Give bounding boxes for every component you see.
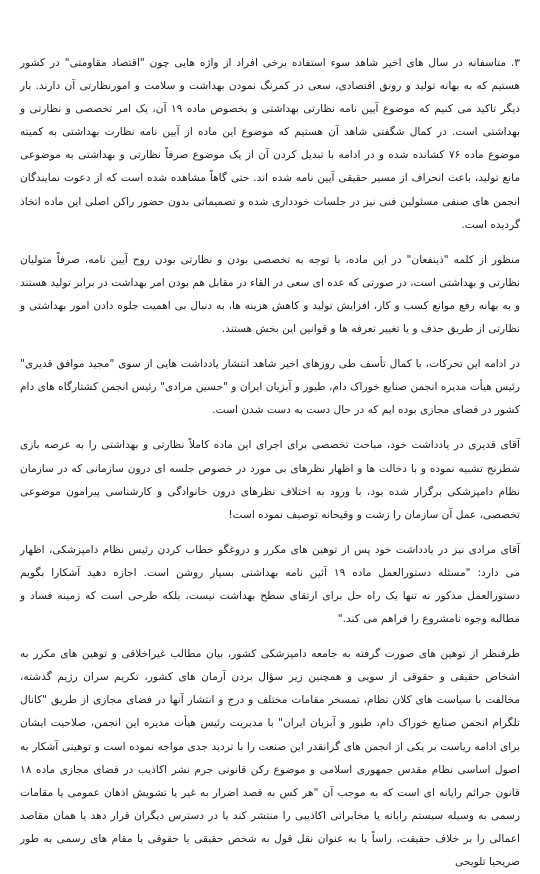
paragraph-insults: طرفنظر از توهین های صورت گرفته به جامعه دامپزشکی کشور، بیان مطالب غیراخلاقی و توهین های مکرر به اشخاص حقیقی و حقوقی از سویی و همچنین زیر سؤال بردن آرمان های کشور، تکریم سران رژیم گذشته، مخالفت با سیاست های کلان نظام، تمسخر مقامات مختلف و درج و انتشار آنها در فضای مجازی از طریق "کانال تلگرام انجمن صنایع خوراک دام، طیور و آبزیان ایران" با مدیریت رئیس هیأت مدیره این انجمن، صلاحیت ایشان برای ادامه ریاست بر یکی از انجمن های گرانقدر این صنعت را با تردید جدی مواجه نموده است و توهینی آشکار به اصول اساسی نظام مقدس جمهوری اسلامی و موضوع رکن قانونی جرم نشر اکاذیب در فضای مجازی ماده ۱۸ قانون جرائم رایانه ای است که به موجب آن "هر کس به قصد اضرار به غیر یا تشویش اذهان عمومی یا مقامات رسمی به وسیله سیستم رایانه یا مخابراتی اکاذیبی را منتشر کند یا در دسترس دیگران قرار دهد یا همان مقاصد اعمالی را بر خلاف حقیقت، راساً یا به عنوان نقل قول به شخص حقیقی یا حقوقی یا مقام های رسمی به طور صریحیا تلویحی (20, 648, 520, 868)
paragraph-item-3: ۳. متاسفانه در سال های اخیر شاهد سوء استفاده برخی افراد از واژه هایی چون "اقتصاد مقاومتی" در کشور هستیم که به بهانه تولید و رونق اقتصادی، سعی در کمرنگ نمودن بهداشت و سلامت و امورنظارتی آن دارند. بار دیگر تاکید می کنیم که موضوع آیین نامه نظارتی بهداشتی و بخصوص ماده ۱۹ آن، یک امر تخصصی و نظارتی و بهداشتی است. در کمال شگفتی شاهد آن هستیم که موضوع این ماده از آیین نامه نظارت بهداشتی به کمیته موضوع ماده ۷۶ کشانده شده و در ادامه با تبدیل کردن آن از یک موضوع صرفاً نظارتی و بهداشتی به موضوعی مانع تولید، باعث انحراف از مسیر حقیقی آیین نامه شده اند. حتی گاهاً مشاهده شده است که از دعوت نمایندگان انجمن های صنفی مسئولین فنی نیز در جلسات خودداری شده و تصمیماتی بدون حضور راکن اصلی این ماده اتخاذ گردیده است. (20, 57, 521, 231)
paragraph-stakeholders: منظور از کلمه "ذینفعان" در این ماده، با توجه به تخصصی بودن و نظارتی بودن روح آیین نامه، صرفاً متولیان نظارتی و بهداشتی است، در صورتی که عده ای سعی در القاء در مقابل هم بودن امر بهداشت در برابر تولید هستند و به بهانه رفع موانع کسب و کار، افزایش تولید و کاهش هزینه ها، به دنبال بی اهمیت جلوه دادن امور بهداشتی و نظارتی از طریق حذف و یا تغییر تعرفه ها و قوانین این بخش هستند. (20, 253, 520, 336)
document-body (20, 52, 520, 874)
paragraph-moradi: آقای مرادی نیز در یادداشت خود پس از توهین های مکرر و دروغگو خطاب کردن رئیس نظام دامپزشکی، اظهار می دارد: "مسئله دستورالعمل ماده ۱۹ آئین نامه بهداشتی بسیار روشن است. اجازه دهید آشکارا بگویم دستورالعمل مذکور نه تنها یک راه حل برای ارتقای سطح بهداشت نیست، بلکه طرحی است که زمینه فساد و مطالبه وجوه نامشروع را فراهم می کند." (20, 543, 520, 626)
paragraph-recent-notes: در ادامه این تحرکات، با کمال تأسف طی روزهای اخیر شاهد انتشار یادداشت هایی از سوی "مجید موافق قدیری" رئیس هیأت مدیره انجمن صنایع خوراک دام، طیور و آبزیان ایران و "حسین مرادی" رئیس انجمن کشتارگاه های دام کشور در فضای مجازی بوده ایم که در حال دست به دست شدن است. (20, 358, 520, 417)
paragraph-ghadiri: آقای قدیری در یادداشت خود، مباحث تخصصی برای اجرای این ماده کاملاً نظارتی و بهداشتی را به عرصه بازی شطرنج تشبیه نموده و با دخالت ها و اظهار نظرهای بی مورد در خصوص جلسه ای درون سازمانی که در سازمان نظام دامپزشکی برگزار شده بود، با ورود به اختلاف نظرهای درون خانوادگی و کارشناسی پیرامون موضوعی تخصصی، عمل آن سازمان را زشت و وقیحانه توصیف نموده است! (20, 439, 520, 521)
